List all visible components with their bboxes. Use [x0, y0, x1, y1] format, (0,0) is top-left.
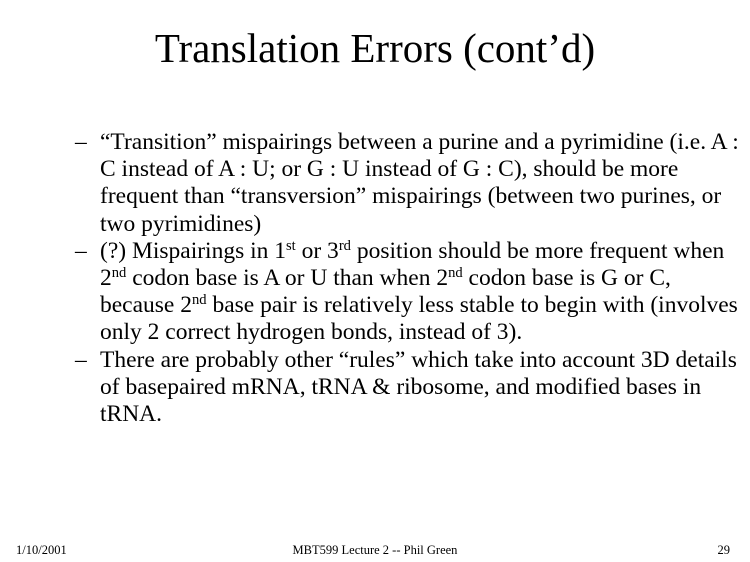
- bullet-text: codon base is G or C, because 2: [100, 265, 671, 319]
- bullet-text: “Transition” mispairings between a purine and a pyrimidine (i.e. A : C instead of A : U; or G : U instead of G : C), should be more frequent than “transversion” mispairings (between two purines, or two pyrimidines): [100, 129, 739, 237]
- bullet-text: (?) Mispairings in 1: [100, 237, 287, 264]
- bullet-other-rules: [75, 347, 745, 429]
- ordinal-suffix: rd: [338, 237, 351, 254]
- bullet-text: There are probably other “rules” which take into account 3D details of basepaired mRNA, tRNA & ribosome, and modified bases in tRNA.: [100, 346, 737, 428]
- dash-marker: –: [75, 346, 87, 373]
- bullet-text: or 3: [295, 237, 339, 264]
- footer-page-number: 29: [717, 543, 730, 557]
- ordinal-suffix: st: [286, 237, 296, 254]
- bullet-list: [75, 129, 745, 428]
- ordinal-suffix: nd: [192, 292, 207, 309]
- ordinal-suffix: nd: [111, 265, 127, 282]
- bullet-transition-mispairings: [75, 129, 745, 238]
- dash-marker: –: [75, 129, 87, 155]
- bullet-text: base pair is relatively less stable to begin with (involves only 2 correct hydrogen bonds, instead of 3).: [100, 292, 738, 346]
- ordinal-suffix: nd: [448, 265, 463, 282]
- bullet-codon-position-mispairings: [75, 238, 745, 347]
- bullet-text: codon base is A or U than when 2: [126, 265, 449, 292]
- footer-date: 1/10/2001: [16, 543, 67, 557]
- dash-marker: –: [75, 237, 87, 264]
- slide-title: Translation Errors (cont’d): [154, 25, 596, 71]
- bullet-text: position should be more frequent when 2: [100, 237, 725, 292]
- footer-lecture-credit: MBT599 Lecture 2 -- Phil Green: [292, 543, 458, 557]
